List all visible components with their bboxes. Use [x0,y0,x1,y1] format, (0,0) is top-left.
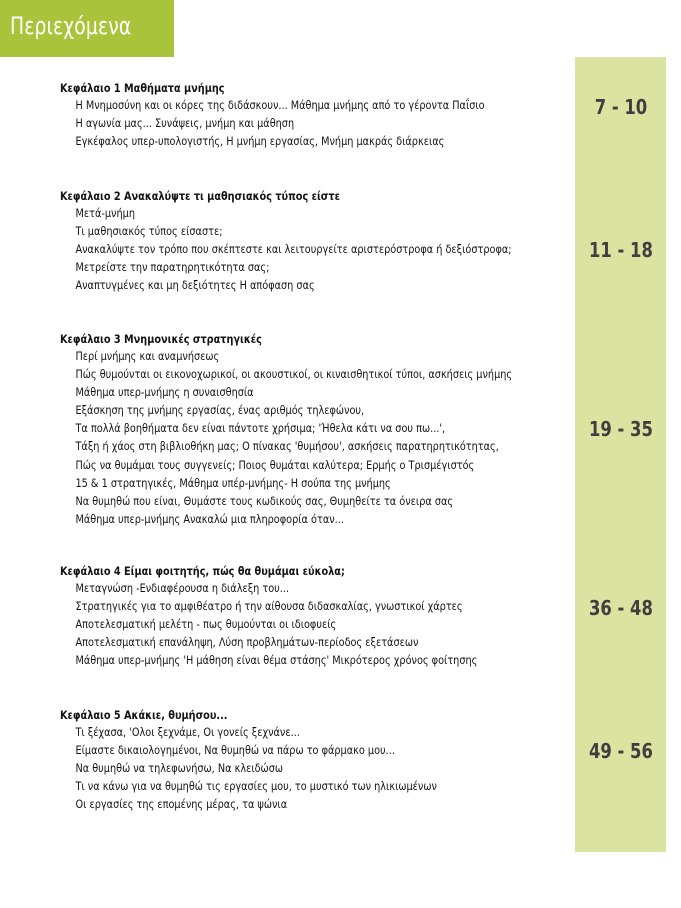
chapter-entry: Αποτελεσματική επανάληψη, Λύση προβλημάτων-περίοδος εξετάσεων [75,636,419,650]
chapter-entry: Τι μαθησιακός τύπος είσαστε; [75,225,223,239]
page-range: 19 - 35 [588,417,653,441]
chapter-entry: Αποτελεσματική μελέτη - πως θυμούνται οι ιδιοφυείς [75,618,337,632]
chapter-4 [60,563,565,670]
page-number-column [575,57,666,852]
chapter-entry: Εξάσκηση της μνήμης εργασίας, ένας αριθμός τηλεφώνου, [75,404,365,418]
chapter-entry: Ανακαλύψτε τον τρόπο που σκέπτεστε και λειτουργείτε αριστερόστροφα ή δεξιόστροφα; [75,243,512,257]
chapter-title: Κεφάλαιο 5 Ακάκιε, θυμήσου... [60,709,228,722]
chapter-3 [60,331,565,529]
chapter-5-pages [575,739,666,763]
chapter-title: Κεφάλαιο 4 Είμαι φοιτητής, πώς θα θυμάμαι εύκολα; [60,565,345,578]
chapter-entry: Πώς θυμούνται οι εικονοχωρικοί, οι ακουστικοί, οι κιναισθητικοί τύποι, ασκήσεις μνήμης [75,368,513,382]
chapter-2-pages [575,238,666,262]
page-title: Περιεχόμενα [10,12,132,40]
chapter-entry: Πώς να θυμάμαι τους συγγενείς; Ποιος θυμάται καλύτερα; Ερμής ο Τρισμέγιστός [75,458,475,472]
chapter-2 [60,188,565,295]
page-range: 7 - 10 [594,95,647,119]
page-range: 49 - 56 [588,739,653,763]
page-range: 11 - 18 [588,238,653,262]
chapter-5 [60,707,565,814]
chapter-1-pages [575,95,666,119]
chapter-entry: Η Μνημοσύνη και οι κόρες της διδάσκουν... Μάθημα μνήμης από το γέροντα Παΐσιο [75,99,485,112]
chapter-entry: Περί μνήμης και αναμνήσεως [75,350,220,363]
chapter-title: Κεφάλαιο 1 Μαθήματα μνήμης [60,82,225,95]
chapter-entry: 15 & 1 στρατηγικές, Μάθημα υπέρ-μνήμης- Η σούπα της μνήμης [75,476,391,490]
title-banner [0,0,174,57]
chapter-4-pages [575,596,666,620]
chapter-entry: Εγκέφαλος υπερ-υπολογιστής, Η μνήμη εργασίας, Μνήμη μακράς διάρκειας [75,135,445,149]
chapter-entry: Οι εργασίες της επομένης μέρας, τα ψώνια [75,798,288,812]
chapter-entry: Αναπτυγμένες και μη δεξιότητες Η απόφαση σας [75,279,315,293]
chapter-entry: Είμαστε δικαιολογημένοι, Να θυμηθώ να πάρω το φάρμακο μου... [75,744,395,758]
chapter-entry: Μεταγνώση -Ενδιαφέρουσα η διάλεξη του... [75,582,290,595]
chapter-entry: Μετρείστε την παρατηρητικότητα σας; [75,261,270,275]
chapter-entry: Τάξη ή χάος στη βιβλιοθήκη μας; Ο πίνακας 'θυμήσου', ασκήσεις παρατηρητικότητας, [75,440,499,454]
chapter-entry: Μάθημα υπερ-μνήμης Ανακαλώ μια πληροφορία όταν... [75,512,344,526]
chapter-3-pages [575,417,666,441]
chapter-entry: Μάθημα υπερ-μνήμης 'Η μάθηση είναι θέμα στάσης' Μικρότερος χρόνος φοίτησης [75,654,478,668]
chapter-entry: Τι να κάνω για να θυμηθώ τις εργασίες μου, το μυστικό των ηλικιωμένων [75,780,437,794]
chapter-entry: Τι ξέχασα, 'Ολοι ξεχνάμε, Οι γονείς ξεχνάνε... [75,726,300,739]
chapter-entry: Να θυμηθώ να τηλεφωνήσω, Να κλειδώσω [75,762,283,776]
chapter-1 [60,80,565,151]
chapter-entry: Να θυμηθώ που είναι, Θυμάστε τους κωδικούς σας, Θυμηθείτε τα όνειρα σας [75,494,454,508]
chapter-title: Κεφάλαιο 3 Μνημονικές στρατηγικές [60,333,262,346]
chapter-entry: Τα πολλά βοηθήματα δεν είναι πάντοτε χρήσιμα; 'Ήθελα κάτι να σου πω...', [75,422,446,436]
page-range: 36 - 48 [588,596,653,620]
chapter-entry: Μετά-μνήμη [75,207,135,220]
chapter-entry: Στρατηγικές για το αμφιθέατρο ή την αίθουσα διδασκαλίας, γνωστικοί χάρτες [75,600,463,614]
chapter-entry: Μάθημα υπερ-μνήμης η συναισθησία [75,386,254,400]
chapter-title: Κεφάλαιο 2 Ανακαλύψτε τι μαθησιακός τύπος είστε [60,190,340,203]
chapter-entry: Η αγωνία μας... Συνάψεις, μνήμη και μάθηση [75,117,295,131]
